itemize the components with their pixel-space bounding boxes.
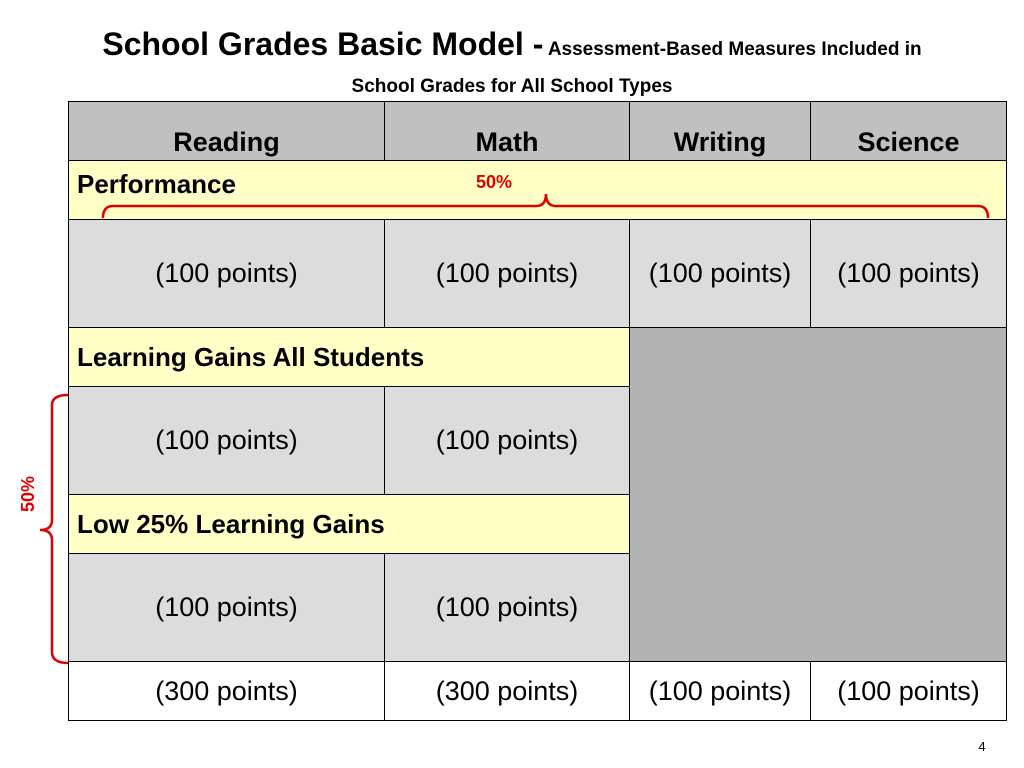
gains-all-math-points: (100 points) xyxy=(385,387,630,495)
total-math: (300 points) xyxy=(385,662,630,721)
gains-low-reading-points: (100 points) xyxy=(69,554,385,662)
performance-writing-points: (100 points) xyxy=(630,220,811,328)
totals-row xyxy=(69,662,1007,721)
performance-reading-points: (100 points) xyxy=(69,220,385,328)
performance-section-row xyxy=(69,161,1007,220)
title-subtitle: Assessment-Based Measures Included in xyxy=(547,39,922,60)
title-line-1 xyxy=(0,22,1024,73)
grades-table xyxy=(68,101,1007,721)
header-writing: Writing xyxy=(630,102,811,161)
header-row xyxy=(69,102,1007,161)
not-applicable-block xyxy=(630,328,1007,662)
total-science: (100 points) xyxy=(811,662,1007,721)
header-math: Math xyxy=(385,102,630,161)
slide-title xyxy=(0,22,1024,101)
total-writing: (100 points) xyxy=(630,662,811,721)
gains-low-math-points: (100 points) xyxy=(385,554,630,662)
header-science: Science xyxy=(811,102,1007,161)
performance-science-points: (100 points) xyxy=(811,220,1007,328)
performance-weight-label: 50% xyxy=(475,172,513,192)
gains-all-reading-points: (100 points) xyxy=(69,387,385,495)
gains-brace xyxy=(40,395,68,663)
title-main: School Grades Basic Model - xyxy=(102,26,544,62)
gains-all-section-label: Learning Gains All Students xyxy=(69,328,630,387)
page-number: 4 xyxy=(978,739,986,754)
performance-math-points: (100 points) xyxy=(385,220,630,328)
gains-all-section-row xyxy=(69,328,1007,387)
title-line-2: School Grades for All School Types xyxy=(351,76,673,97)
performance-section-label: Performance xyxy=(69,161,1007,220)
gains-low-section-label: Low 25% Learning Gains xyxy=(69,495,630,554)
header-reading: Reading xyxy=(69,102,385,161)
performance-points-row xyxy=(69,220,1007,328)
gains-weight-label: 50% xyxy=(18,475,38,513)
total-reading: (300 points) xyxy=(69,662,385,721)
